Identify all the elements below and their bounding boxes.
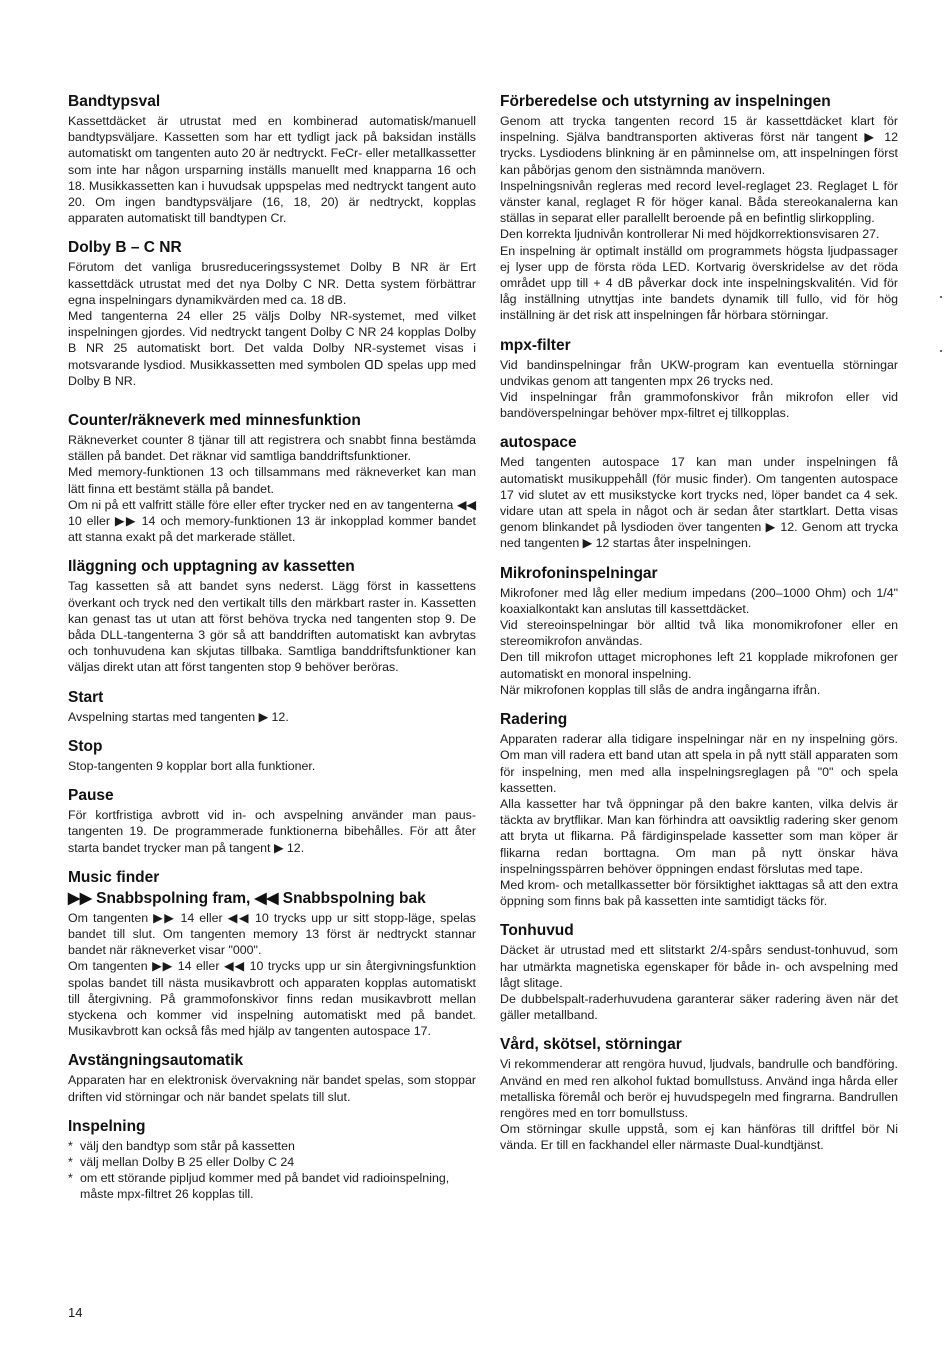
section-title: autospace: [500, 434, 577, 452]
section-bandtypsval: [68, 92, 476, 226]
section-music-finder: [68, 868, 476, 1040]
paragraph: Genom att trycka tangenten record 15 är kassettdäcket klart för inspelning. Själva bandtransporten aktiveras först när tangent ▶ 12 trycks. Lysdiodens blinkning är en påminnelse om, att inspelningen först kan påbörjas genom den sistnämnda manövern.: [500, 114, 898, 177]
paragraph: Vid stereoinspelningar bör alltid två lika monomikrofoner eller en stereomikrofon användas.: [500, 618, 898, 649]
section-title: Start: [68, 688, 104, 706]
paragraph: Vid bandinspelningar från UKW-program kan eventuella störningar undvikas genom att tangenten mpx 26 trycks ned.: [500, 357, 898, 388]
section-counter: [68, 411, 476, 545]
paragraph: Om tangenten ▶▶ 14 eller ◀◀ 10 trycks upp ur sitt stopp-läge, spelas bandet till slut. Om tangenten memory 13 först är nedtryckt stannar bandet när räkneverket visar "000".: [68, 910, 476, 958]
paragraph: Inspelningsnivån regleras med record level-reglaget 23. Reglaget L för vänster kanal, reglaget R för höger kanal. Båda stereokanalerna kan ställas in separat eller parallellt beroende på en befintlig slirkoppling.: [500, 178, 898, 226]
paragraph: Om störningar skulle uppstå, som ej kan hänföras till driftfel bör Ni vända. Er till en fackhandel eller närmaste Dual-kundtjänst.: [500, 1122, 898, 1153]
page-number: 14: [68, 1305, 83, 1320]
section-subtitle: ▶▶ Snabbspolning fram, ◀◀ Snabbspolning bak: [68, 889, 426, 907]
section-title: Avstängningsautomatik: [68, 1052, 244, 1070]
section-title: Mikrofoninspelningar: [500, 564, 658, 582]
paragraph: Med tangenterna 24 eller 25 väljs Dolby NR-systemet, med vilket inspelningen gjordes. Vid nedtryckt tangent Dolby C NR 24 kopplas Dolby B NR 25 automatiskt bort. Det valda Dolby NR-systemet visas i motsvarande lysdiod. Musikkassetten med symbolen ᗡᗞ spelas upp med Dolby B NR.: [68, 309, 476, 388]
paragraph: Med tangenten autospace 17 kan man under inspelningen få automatiskt musikuppehåll (för music finder). Om tangenten autospace 17 vid slutet av ett musikstycke kort trycks ned, löper bandet ca 4 sek. vidare utan att spela in något och är sedan åter startklart. Detta visas genom blinkandet på lysdioden över tangenten ▶ 12. Genom att trycka ned tangenten ▶ 12 startas åter inspelningen.: [500, 455, 898, 551]
scan-speck: [940, 296, 942, 298]
section-title: Pause: [68, 787, 114, 805]
section-title: Bandtypsval: [68, 93, 161, 110]
paragraph: Om ni på ett valfritt ställe före eller efter trycker ned en av tangenterna ◀◀ 10 eller ▶▶ 14 och memory-funktionen 13 är inkopplad kommer bandet att stanna exakt på det markerade stället.: [68, 497, 476, 545]
list-item: * välj den bandtyp som står på kassetten: [68, 1138, 476, 1154]
bullet-list: [68, 1138, 476, 1203]
paragraph: Den till mikrofon uttaget microphones left 21 kopplade mikrofonen ger automatiskt en monoral inspelning.: [500, 650, 898, 681]
paragraph: Om tangenten ▶▶ 14 eller ◀◀ 10 trycks upp ur sin återgivningsfunktion spolas bandet till nästa musikavbrott och apparaten kopplas automatiskt till återgivning. På grammofonskivor finns redan musikavbrott mellan styckena och kommer vid inspelning automatiskt med på bandet. Musikavbrott kan också fås med hjälp av tangenten autospace 17.: [68, 959, 476, 1039]
section-start: [68, 688, 476, 725]
section-title: Tonhuvud: [500, 922, 574, 940]
list-item: * om ett störande pipljud kommer med på bandet vid radioinspelning, måste mpx-filtret 26 kopplas till.: [68, 1170, 476, 1202]
paragraph: Räkneverket counter 8 tjänar till att registrera och snabbt finna bestämda ställen på bandet. Det räknar vid samtliga banddriftsfunktioner.: [68, 433, 476, 464]
section-tonhuvud: [500, 921, 898, 1023]
section-title: mpx-filter: [500, 336, 571, 354]
section-stop: [68, 737, 476, 774]
section-forberedelse: [500, 92, 898, 324]
paragraph: De dubbelspalt-raderhuvudena garanterar säker radering även när det gäller metallband.: [500, 991, 898, 1023]
section-title: Counter/räkneverk med minnesfunktion: [68, 412, 361, 430]
section-dolby: [68, 238, 476, 389]
paragraph: Tag kassetten så att bandet syns nederst. Lägg först in kassettens överkant och tryck ned den vertikalt tills den märkbart raster in. Kassetten kan genast tas ut utan att först behöva trycka ned tangenten stop 9. De båda DLL-tangenterna 3 gör så att banddriften automatiskt kan avbrytas och tonhuvudena kan skjutas tillbaka. Samtliga banddriftsfunktioner kan väljas direkt utan att först tangenten stop 9 behöver beröras.: [68, 579, 476, 675]
paragraph: Med krom- och metallkassetter bör försiktighet iakttagas så att den extra öppning som finns bak på kassetten inte samtidigt täcks för.: [500, 877, 898, 909]
right-column: [500, 92, 898, 1166]
paragraph: Apparaten har en elektronisk övervakning när bandet spelas, som stoppar driften vid störningar och när bandet spelats till slut.: [68, 1073, 476, 1104]
section-title: Stop: [68, 737, 103, 755]
paragraph: Med memory-funktionen 13 och tillsammans med räkneverket kan man lätt finna ett bestämt ställa på bandet.: [68, 465, 476, 496]
paragraph: Kassettdäcket är utrustat med en kombinerad automatisk/manuell bandtypsväljare. Kassetten som har ett tydligt jack på baksidan inställs automatiskt om tangenten auto 20 är nedtryckt. FeCr- eller metallkassetter som inte har någon ursparning inställs manuellt med knapparna 16 och 18. Musikkassetten kan i huvudsak uppspelas med nedtryckt tangent auto 20. Om ingen bandtypsväljare (16, 18, 20) är nedtryckt, kopplas apparaten automatiskt till bandtypen Cr.: [68, 114, 476, 226]
scan-speck: [940, 350, 942, 352]
paragraph: Avspelning startas med tangenten ▶ 12.: [68, 709, 289, 724]
section-mikrofon: [500, 564, 898, 698]
paragraph: När mikrofonen kopplas till slås de andra ingångarna ifrån.: [500, 682, 821, 697]
section-radering: [500, 710, 898, 909]
section-title: Förberedelse och utstyrning av inspelningen: [500, 93, 831, 110]
paragraph: Förutom det vanliga brusreduceringssystemet Dolby B NR är Ert kassettdäck utrustat med det nya Dolby C NR. Detta system förbättrar egna inspelningars dynamikvärden med ca. 18 dB.: [68, 260, 476, 307]
section-title: Radering: [500, 711, 568, 729]
section-autospace: [500, 433, 898, 551]
list-item: * välj mellan Dolby B 25 eller Dolby C 24: [68, 1154, 476, 1170]
section-pause: [68, 786, 476, 856]
paragraph: Däcket är utrustad med ett slitstarkt 2/4-spårs sendust-tonhuvud, som har utmärkta magnetiska egenskaper för både in- och avspelning med lågt slitage.: [500, 943, 898, 990]
section-mpx: [500, 336, 898, 422]
section-laggning: [68, 557, 476, 675]
paragraph: Stop-tangenten 9 kopplar bort alla funktioner.: [68, 758, 316, 773]
section-title: Iläggning och upptagning av kassetten: [68, 558, 355, 576]
paragraph: Vid inspelningar från grammofonskivor från mikrofon eller vid bandöverspelningar behöver mpx-filtret ej tillkopplas.: [500, 390, 898, 421]
section-vard: [500, 1035, 898, 1153]
paragraph: Alla kassetter har två öppningar på den bakre kanten, vilka delvis är täckta av brytflikar. Man kan förhindra att oavsiktlig radering sker genom att bryta ut flikarna. På färdiginspelade kassetter som man köper är flikarna redan borttagna. Om man på nytt önskar häva inspelningsspärren behöver öppningen endast förslutas med tape.: [500, 796, 898, 876]
section-title: Dolby B – C NR: [68, 239, 182, 257]
paragraph: Den korrekta ljudnivån kontrollerar Ni med höjdkorrektionsvisaren 27.: [500, 227, 880, 242]
section-title: Inspelning: [68, 1117, 146, 1135]
section-inspelning: [68, 1117, 476, 1203]
section-avstangning: [68, 1051, 476, 1104]
section-title: Vård, skötsel, störningar: [500, 1036, 682, 1054]
paragraph: För kortfristiga avbrott vid in- och avspelning använder man paus-tangenten 19. De programmerade funktionerna bibehålles. För att åter starta bandet trycker man på tangent ▶ 12.: [68, 808, 476, 855]
left-column: [68, 92, 476, 1215]
paragraph: Vi rekommenderar att rengöra huvud, ljudvals, bandrulle och bandföring. Använd en med ren alkohol fuktad bomullstuss. Använd inga hårda eller metalliska föremål och berör ej huvudspegeln med fingrarna. Bandrullen rengöres med en torr bomullstuss.: [500, 1057, 898, 1120]
paragraph: Mikrofoner med låg eller medium impedans (200–1000 Ohm) och 1/4" koaxialkontakt kan anslutas till kassettdäcket.: [500, 585, 898, 616]
section-title: Music finder: [68, 868, 160, 886]
paragraph: En inspelning är optimalt inställd om programmets högsta ljudpassager ej lyser upp de första röda LED. Kortvarig överskridelse av det röda området upp till + 4 dB påverkar dock inte inspelningskvalitén. Vid för låg inställning utnyttjas inte bandets dynamik till fullo, vid för hög inställning är det risk att inspelningen får hörbara störningar.: [500, 243, 898, 323]
paragraph: Apparaten raderar alla tidigare inspelningar när en ny inspelning görs. Om man vill radera ett band utan att spela in på nytt ställ apparaten som för inspelning, men med alla inspelningsreglagen på "0" och spela kassetten.: [500, 732, 898, 795]
